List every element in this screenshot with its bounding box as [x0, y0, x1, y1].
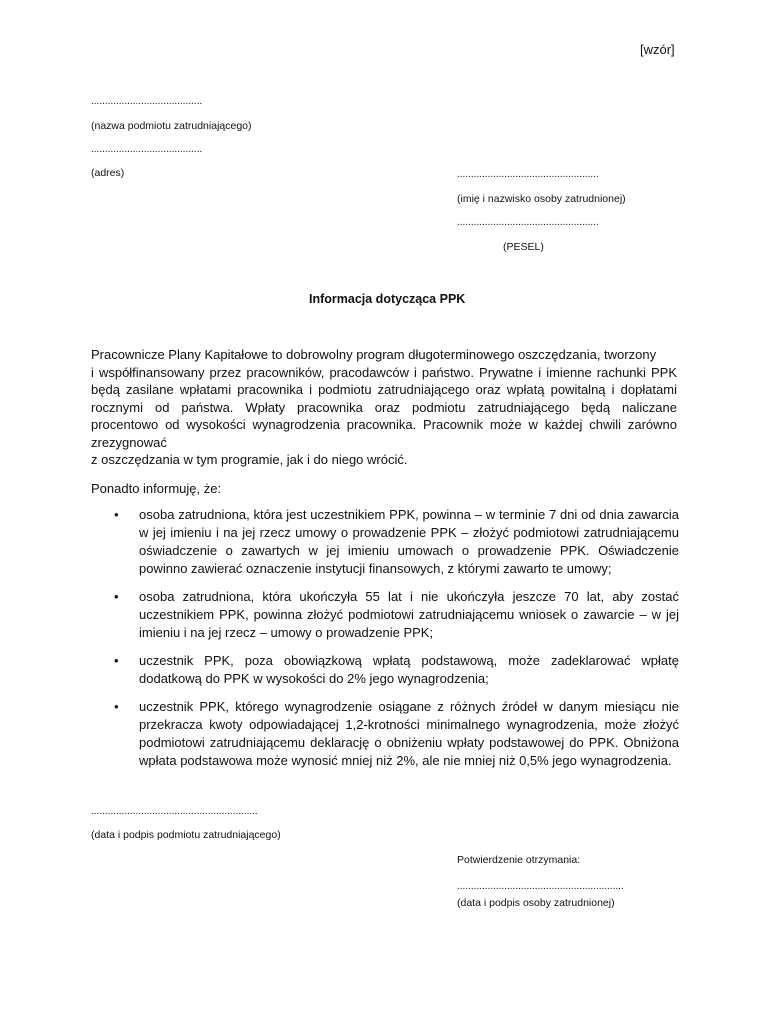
bullet-text: uczestnik PPK, poza obowiązkową wpłatą podstawową, może zadeklarować wpłatę dodatkową do PPK w wysokości do 2% jego wynagrodzenia;	[139, 653, 679, 686]
bullet-item	[91, 652, 679, 688]
intro-line: z oszczędzania w tym programie, jak i do niego wrócić.	[91, 452, 408, 467]
bullet-item	[91, 698, 679, 770]
employer-signature-dots: ............................................................	[91, 806, 258, 817]
intro-line: i współfinansowany przez pracowników, pracodawców i państwo. Prywatne i imienne rachunki PPK	[91, 364, 677, 380]
intro-line-text: Pracownicze Plany Kapitałowe to dobrowolny program długoterminowego oszczędzania, tworzony	[91, 347, 657, 362]
employee-name-label: (imię i nazwisko osoby zatrudnionej)	[457, 193, 626, 205]
bullet-icon: •	[114, 589, 119, 604]
confirmation-heading: Potwierdzenie otrzymania:	[457, 854, 581, 866]
intro-line: zrezygnować	[91, 434, 167, 450]
employer-name-dots: ........................................	[91, 96, 203, 107]
inform-lead: Ponadto informuję, że:	[91, 481, 222, 496]
bullet-icon: •	[114, 699, 119, 714]
intro-line: rocznymi od państwa. Wpłaty pracownika oraz podmiotu zatrudniającego będą naliczane	[91, 399, 677, 415]
intro-paragraph	[91, 346, 677, 469]
info-bullet-list	[91, 506, 679, 780]
bullet-icon: •	[114, 507, 119, 522]
template-marker: [wzór]	[640, 42, 675, 57]
bullet-text: uczestnik PPK, którego wynagrodzenie osiągane z różnych źródeł w danym miesiącu nie przekracza kwoty odpowiadającej 1,2-krotności minimalnego wynagrodzenia, może złożyć podmiotowi zatrudniającemu deklarację o obniżeniu wpłaty podstawowej do PPK. Obniżona wpłata podstawowa może wynosić mniej niż 2%, ale nie mniej niż 0,5% jego wynagrodzenia.	[139, 699, 679, 768]
employee-pesel-label: (PESEL)	[503, 241, 544, 253]
bullet-text: osoba zatrudniona, która jest uczestnikiem PPK, powinna – w terminie 7 dni od dnia zawarcia w jej imieniu i na jej rzecz umowy o prowadzenie PPK – złożyć podmiotowi zatrudniającemu oświadczenie o zawartych w jej imieniu umowach o prowadzenie PPK. Oświadczenie powinno zawierać oznaczenie instytucji finansowych, z którymi zawarto te umowy;	[139, 507, 679, 576]
employee-signature-label: (data i podpis osoby zatrudnionej)	[457, 897, 615, 909]
employee-signature-dots: ............................................................	[457, 881, 624, 892]
employer-name-label: (nazwa podmiotu zatrudniającego)	[91, 120, 252, 132]
bullet-item	[91, 588, 679, 642]
bullet-item	[91, 506, 679, 578]
intro-line: będą zasilane wpłatami pracownika i podmiotu zatrudniającego oraz wpłatą powitalną i dopłatami	[91, 382, 677, 397]
bullet-icon: •	[114, 653, 119, 668]
intro-line: procentowo od wysokości wynagrodzenia pracownika. Pracownik może w każdej chwili zarówno	[91, 417, 677, 432]
employer-signature-label: (data i podpis podmiotu zatrudniającego)	[91, 829, 281, 841]
employee-name-dots: ...................................................	[457, 169, 599, 180]
employer-address-dots: ........................................	[91, 144, 203, 155]
intro-line	[91, 346, 677, 364]
employer-address-label: (adres)	[91, 167, 125, 179]
employee-pesel-dots: ...................................................	[457, 217, 599, 228]
document-title: Informacja dotycząca PPK	[309, 292, 466, 306]
bullet-text: osoba zatrudniona, która ukończyła 55 lat i nie ukończyła jeszcze 70 lat, aby zostać uczestnikiem PPK, powinna złożyć podmiotowi zatrudniającemu wniosek o zawarcie – w jej imieniu i na jej rzecz – umowy o prowadzenie PPK;	[139, 589, 679, 640]
